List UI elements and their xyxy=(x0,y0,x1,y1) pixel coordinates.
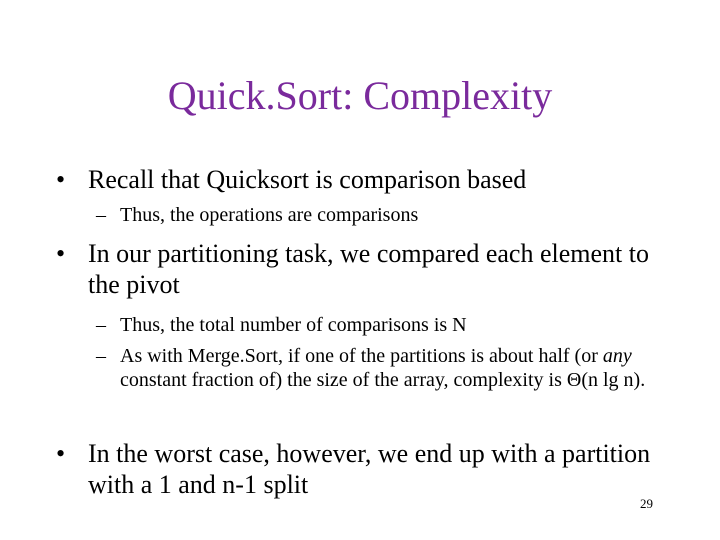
bullet-text: In the worst case, however, we end up with a partition with a 1 and n-1 split xyxy=(88,439,651,499)
sub-bullet-item xyxy=(96,203,676,227)
sub-bullet-text: As with Merge.Sort, if one of the partitions is about half (or any constant fraction of) the size of the array, complexity is Θ(n lg n). xyxy=(120,345,646,391)
sub-bullet-text: Thus, the total number of comparisons is N xyxy=(120,314,467,336)
bullet-text: In our partitioning task, we compared each element to the pivot xyxy=(88,239,649,299)
sub-bullet-item xyxy=(96,344,676,392)
bullet-icon: • xyxy=(56,439,66,468)
dash-icon: – xyxy=(96,314,106,336)
bullet-icon: • xyxy=(56,239,66,268)
bullet-text: Recall that Quicksort is comparison based xyxy=(88,165,527,194)
sub-bullet-item xyxy=(96,313,676,337)
emphasis-text: any xyxy=(602,345,632,367)
sub-bullet-text: Thus, the operations are comparisons xyxy=(120,204,419,226)
dash-icon: – xyxy=(96,345,106,367)
slide-title: Quick.Sort: Complexity xyxy=(167,73,553,118)
dash-icon: – xyxy=(96,204,106,226)
bullet-item-3 xyxy=(56,438,656,500)
bullet-icon: • xyxy=(56,165,66,194)
page-number: 29 xyxy=(640,496,653,511)
bullet-item-1 xyxy=(56,164,656,195)
bullet-item-2 xyxy=(56,238,656,300)
